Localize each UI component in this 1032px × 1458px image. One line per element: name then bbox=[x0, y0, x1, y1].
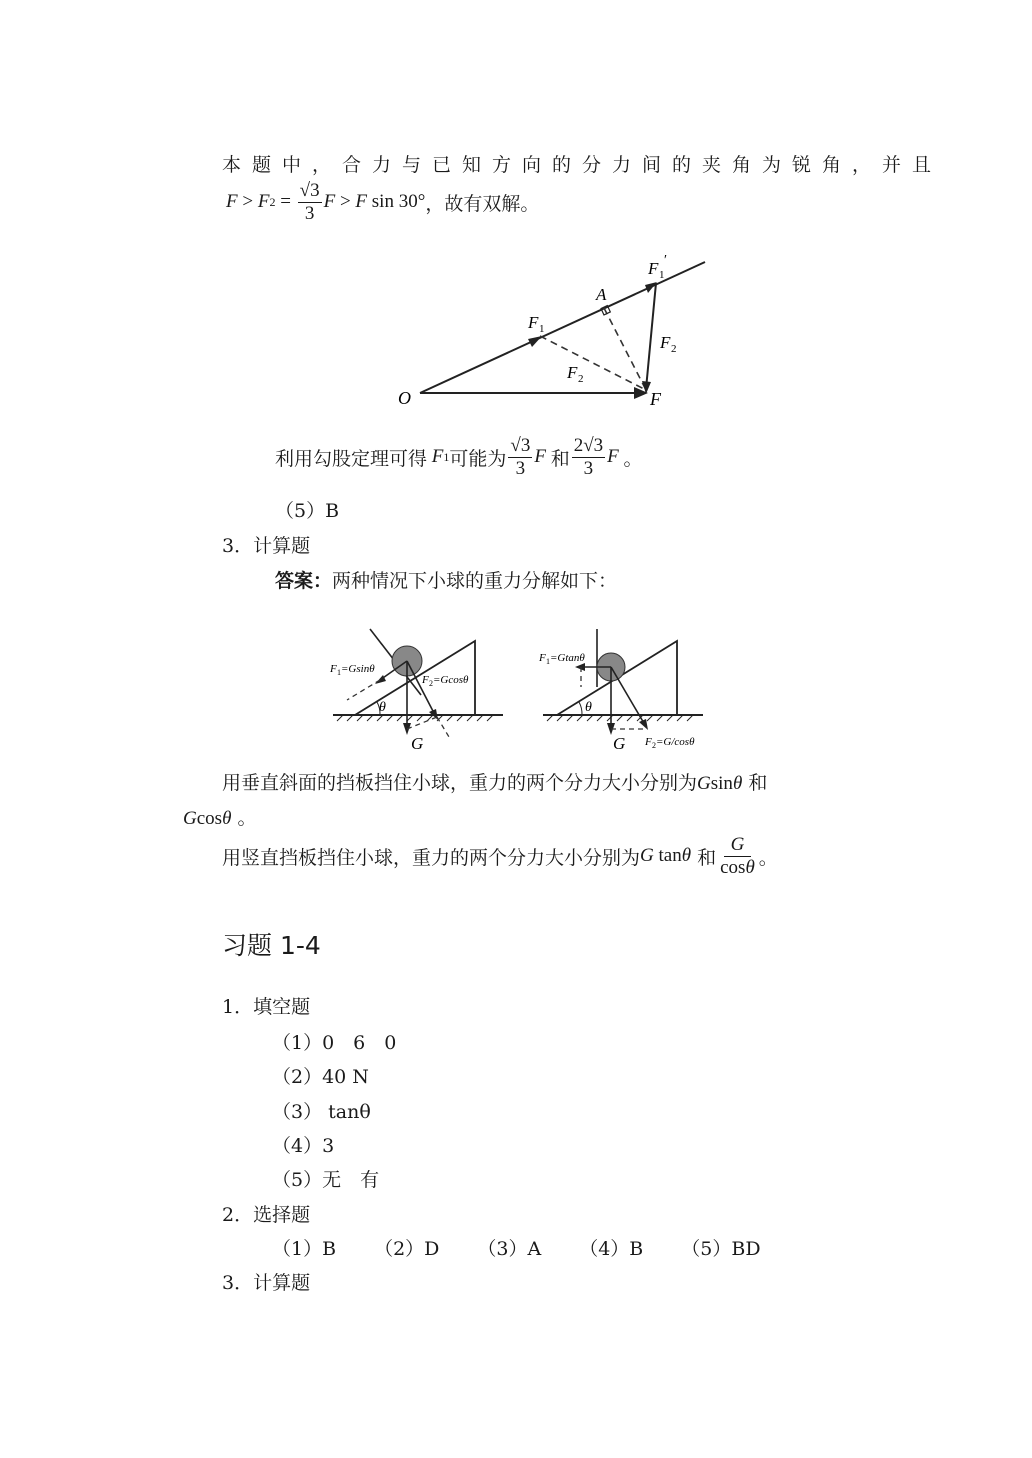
q2-item: （4）B bbox=[579, 1238, 644, 1260]
double-solution-text: ，故有双解。 bbox=[425, 192, 540, 215]
f1-label: =Gtanθ bbox=[550, 652, 585, 664]
svg-text:2: 2 bbox=[578, 373, 584, 385]
q1-item: （3） tanθ bbox=[272, 1101, 371, 1123]
gravity-label: G bbox=[613, 734, 626, 753]
svg-text:1: 1 bbox=[539, 323, 545, 335]
q1-title: 1．填空题 bbox=[222, 996, 311, 1018]
force-decomposition-figure bbox=[380, 250, 720, 420]
label-F1-prime: F bbox=[648, 259, 659, 278]
svg-text:F: F bbox=[645, 736, 652, 748]
q1-item: （5）无 有 bbox=[272, 1169, 380, 1191]
case2-line: 用竖直挡板挡住小球，重力的两个分力大小分别为 G tan θ 和 $\frac{G}{\cos\theta}$ 。 bbox=[222, 834, 778, 878]
theta-label: θ bbox=[379, 700, 386, 715]
f2-label: =G/cosθ bbox=[656, 736, 695, 748]
case1-line-2: Gcosθ 。 bbox=[183, 807, 257, 829]
paragraph-line: 本题中，合力与已知方向的分力间的夹角为锐角，并且 bbox=[222, 154, 943, 176]
theta-label: θ bbox=[585, 700, 592, 715]
calc-title: 3．计算题 bbox=[222, 535, 311, 557]
vertical-board-figure bbox=[535, 625, 720, 755]
sqrt3-over-3-fraction: $\frac{√3}{3}$ bbox=[299, 180, 320, 224]
label-F2-dashed: F bbox=[567, 363, 578, 382]
q2-item: （3）A bbox=[477, 1238, 542, 1260]
answer-line: 答案：两种情况下小球的重力分解如下： bbox=[275, 570, 618, 592]
incline-perpendicular-board-figure bbox=[325, 625, 510, 755]
svg-text:1: 1 bbox=[337, 668, 341, 677]
q1-item: （2）40 N bbox=[272, 1066, 369, 1088]
inequality-line: F > F 2 = $\frac{√3}{3}$ F > F sin 30° ，故有双解。 bbox=[226, 180, 540, 224]
svg-text:2: 2 bbox=[429, 679, 433, 688]
pythagoras-line: 利用勾股定理可得 F 1 可能为 $\frac{√3}{3}$ F 和 $\frac{2√3}{3}$ F 。 bbox=[275, 435, 643, 479]
q1-item: （4）3 bbox=[272, 1135, 335, 1157]
svg-text:F: F bbox=[539, 652, 546, 664]
answer-label: 答案： bbox=[275, 570, 333, 592]
f2-label: =Gcosθ bbox=[433, 674, 469, 686]
svg-text:′: ′ bbox=[664, 253, 668, 268]
label-F1: F bbox=[528, 313, 539, 332]
section-title: 习题 1-4 bbox=[222, 931, 321, 960]
q3-title: 3．计算题 bbox=[222, 1272, 311, 1294]
svg-text:F: F bbox=[330, 663, 337, 675]
f1-label: =Gsinθ bbox=[341, 663, 375, 675]
2sqrt3-over-3-fraction: $\frac{2√3}{3}$ bbox=[573, 435, 604, 479]
answer-item-5: （5）B bbox=[275, 500, 340, 522]
g-over-cos-fraction: $\frac{G}{\cos\theta}$ bbox=[720, 834, 755, 878]
q2-item: （2）D bbox=[374, 1238, 440, 1260]
sqrt3-over-3-fraction: $\frac{√3}{3}$ bbox=[510, 435, 531, 479]
svg-text:1: 1 bbox=[659, 269, 665, 281]
q2-item: （1）B bbox=[272, 1238, 337, 1260]
q1-item: （1）0 6 0 bbox=[272, 1032, 397, 1054]
label-F: F bbox=[650, 389, 661, 409]
oblique-line bbox=[420, 262, 705, 393]
svg-text:2: 2 bbox=[671, 343, 677, 355]
q2-answers bbox=[272, 1234, 799, 1261]
label-F2-right: F bbox=[660, 333, 671, 352]
label-O: O bbox=[398, 388, 411, 408]
q2-title: 2．选择题 bbox=[222, 1204, 311, 1226]
svg-text:2: 2 bbox=[652, 741, 656, 750]
q2-item: （5）BD bbox=[681, 1238, 761, 1260]
gravity-label: G bbox=[411, 734, 424, 753]
svg-text:F: F bbox=[422, 674, 429, 686]
label-A: A bbox=[596, 285, 607, 304]
svg-text:1: 1 bbox=[546, 657, 550, 666]
case1-line: 用垂直斜面的挡板挡住小球，重力的两个分力大小分别为Gsinθ 和 bbox=[222, 772, 768, 794]
